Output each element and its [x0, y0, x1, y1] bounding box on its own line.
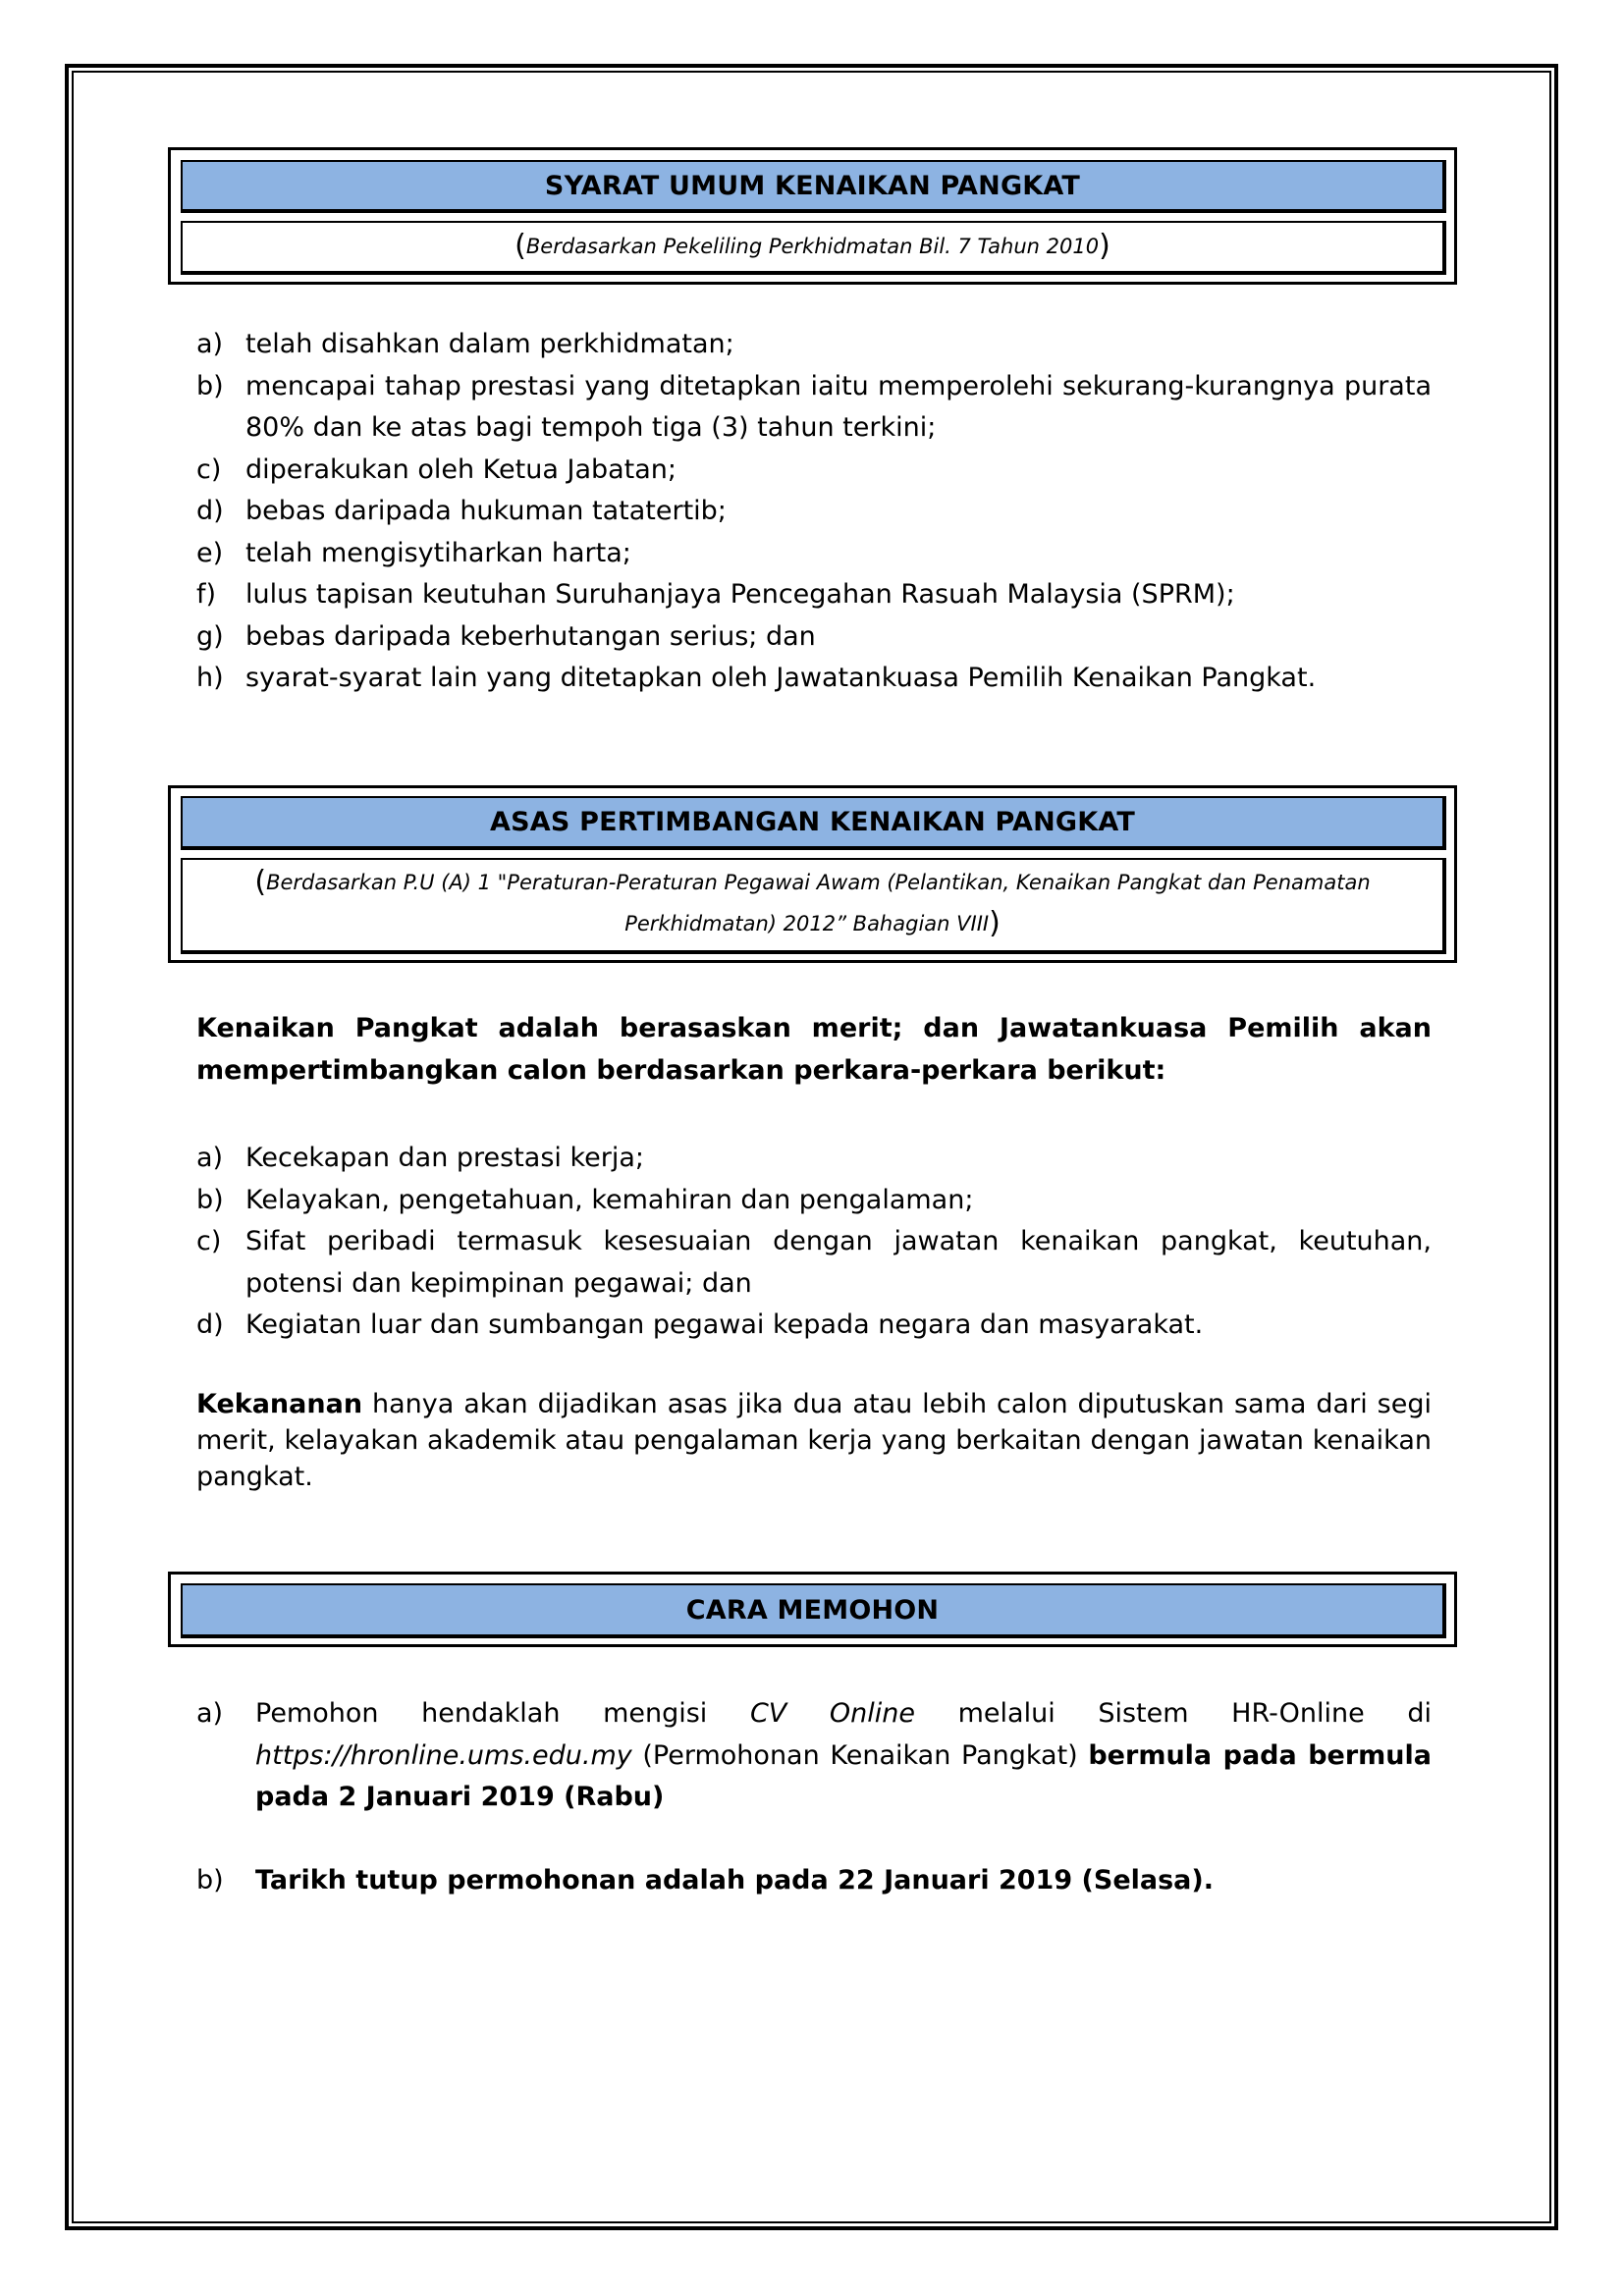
kekananan-bold: Kekananan	[196, 1389, 363, 1419]
section-title-text: ASAS PERTIMBANGAN KENAIKAN PANGKAT	[490, 807, 1135, 837]
list-marker: f)	[196, 579, 217, 610]
paren-close: )	[1099, 229, 1110, 263]
asas-intro-paragraph: Kenaikan Pangkat adalah berasaskan merit; dan Jawatankuasa Pemilih akan mempertimbangkan calon berdasarkan perkara-perkara berikut:	[196, 1013, 1432, 1086]
list-text: telah disahkan dalam perkhidmatan;	[245, 329, 734, 359]
list-item	[196, 1138, 1432, 1180]
list-text: Sifat peribadi termasuk kesesuaian dengan jawatan kenaikan pangkat, keutuhan, potensi dan kepimpinan pegawai; dan	[245, 1226, 1432, 1299]
closing-date-text: Tarikh tutup permohonan adalah pada 22 Januari 2019 (Selasa).	[255, 1864, 1214, 1896]
list-item	[196, 1221, 1432, 1305]
section-subtitle	[181, 858, 1446, 954]
section-title	[181, 1583, 1446, 1638]
list-marker: a)	[196, 329, 224, 359]
list-marker: h)	[196, 663, 224, 693]
section-title-text: CARA MEMOHON	[685, 1594, 940, 1626]
list-item	[196, 533, 1432, 575]
list-marker: d)	[196, 496, 224, 526]
start-date-text: bermula pada bermula pada 2 Januari 2019 (Rabu)	[255, 1739, 1432, 1812]
list-marker: b)	[196, 370, 224, 401]
cara-memohon-list	[196, 1693, 1432, 1901]
list-item	[196, 616, 1432, 659]
paren-close: )	[989, 906, 1001, 940]
list-marker: a)	[196, 1143, 224, 1173]
section-subtitle	[181, 221, 1446, 275]
list-item	[196, 366, 1432, 450]
list-item	[196, 658, 1432, 700]
text-run: Pemohon hendaklah mengisi	[255, 1698, 750, 1729]
hronline-link[interactable]: https://hronline.ums.edu.my	[255, 1739, 632, 1771]
text-run: melalui Sistem HR-Online di	[914, 1698, 1432, 1729]
list-marker: d)	[196, 1309, 224, 1340]
list-text	[255, 1693, 1432, 1819]
list-item	[196, 1693, 1432, 1819]
list-text: telah mengisytiharkan harta;	[245, 537, 631, 568]
list-item	[196, 574, 1432, 616]
list-item	[196, 491, 1432, 533]
section-title-text: SYARAT UMUM KENAIKAN PANGKAT	[544, 170, 1081, 201]
kekananan-paragraph	[196, 1386, 1432, 1495]
list-text: lulus tapisan keutuhan Suruhanjaya Pencegahan Rasuah Malaysia (SPRM);	[245, 579, 1235, 610]
section-title	[181, 796, 1446, 850]
list-item	[196, 1305, 1432, 1347]
section-subtitle-text: Berdasarkan Pekeliling Perkhidmatan Bil. 7 Tahun 2010	[525, 235, 1100, 258]
section-syarat-umum-header	[168, 147, 1457, 285]
list-marker: b)	[196, 1184, 224, 1215]
list-item	[196, 450, 1432, 492]
list-marker: b)	[196, 1864, 224, 1896]
paren-open: (	[514, 229, 526, 263]
list-text: Kecekapan dan prestasi kerja;	[245, 1143, 645, 1173]
list-text: diperakukan oleh Ketua Jabatan;	[245, 454, 677, 485]
cv-online-text: CV Online	[749, 1698, 915, 1729]
list-text: Kelayakan, pengetahuan, kemahiran dan pengalaman;	[245, 1184, 974, 1215]
list-text: bebas daripada hukuman tatatertib;	[245, 496, 727, 526]
paren-open: (	[254, 865, 267, 899]
list-text: mencapai tahap prestasi yang ditetapkan iaitu memperolehi sekurang-kurangnya purata 80% dan ke atas bagi tempoh tiga (3) tahun terkini;	[245, 370, 1432, 443]
list-item	[196, 324, 1432, 366]
list-item	[196, 1860, 1432, 1902]
section-cara-memohon-header	[168, 1572, 1457, 1647]
section-title	[181, 160, 1446, 213]
syarat-umum-list	[196, 324, 1432, 700]
list-marker: a)	[196, 1698, 224, 1729]
list-marker: g)	[196, 620, 224, 652]
text-run: (Permohonan Kenaikan Pangkat)	[631, 1739, 1089, 1771]
list-text: Kegiatan luar dan sumbangan pegawai kepada negara dan masyarakat.	[245, 1309, 1204, 1340]
list-marker: c)	[196, 1226, 222, 1256]
section-asas-pertimbangan-header	[168, 785, 1457, 963]
list-text: syarat-syarat lain yang ditetapkan oleh Jawatankuasa Pemilih Kenaikan Pangkat.	[245, 663, 1317, 693]
list-text: bebas daripada keberhutangan serius; dan	[245, 620, 816, 652]
list-marker: e)	[196, 537, 224, 568]
asas-pertimbangan-list	[196, 1138, 1432, 1347]
section-subtitle-text: Berdasarkan P.U (A) 1 "Peraturan-Peraturan Pegawai Awam (Pelantikan, Kenaikan Pangkat dan Penamatan Perkhidmatan) 2012” Bahagian VIII	[266, 871, 1371, 935]
list-marker: c)	[196, 454, 222, 485]
list-item	[196, 1180, 1432, 1222]
kekananan-text: hanya akan dijadikan asas jika dua atau lebih calon diputuskan sama dari segi merit, kelayakan akademik atau pengalaman kerja yang berkaitan dengan jawatan kenaikan pangkat.	[196, 1389, 1432, 1492]
